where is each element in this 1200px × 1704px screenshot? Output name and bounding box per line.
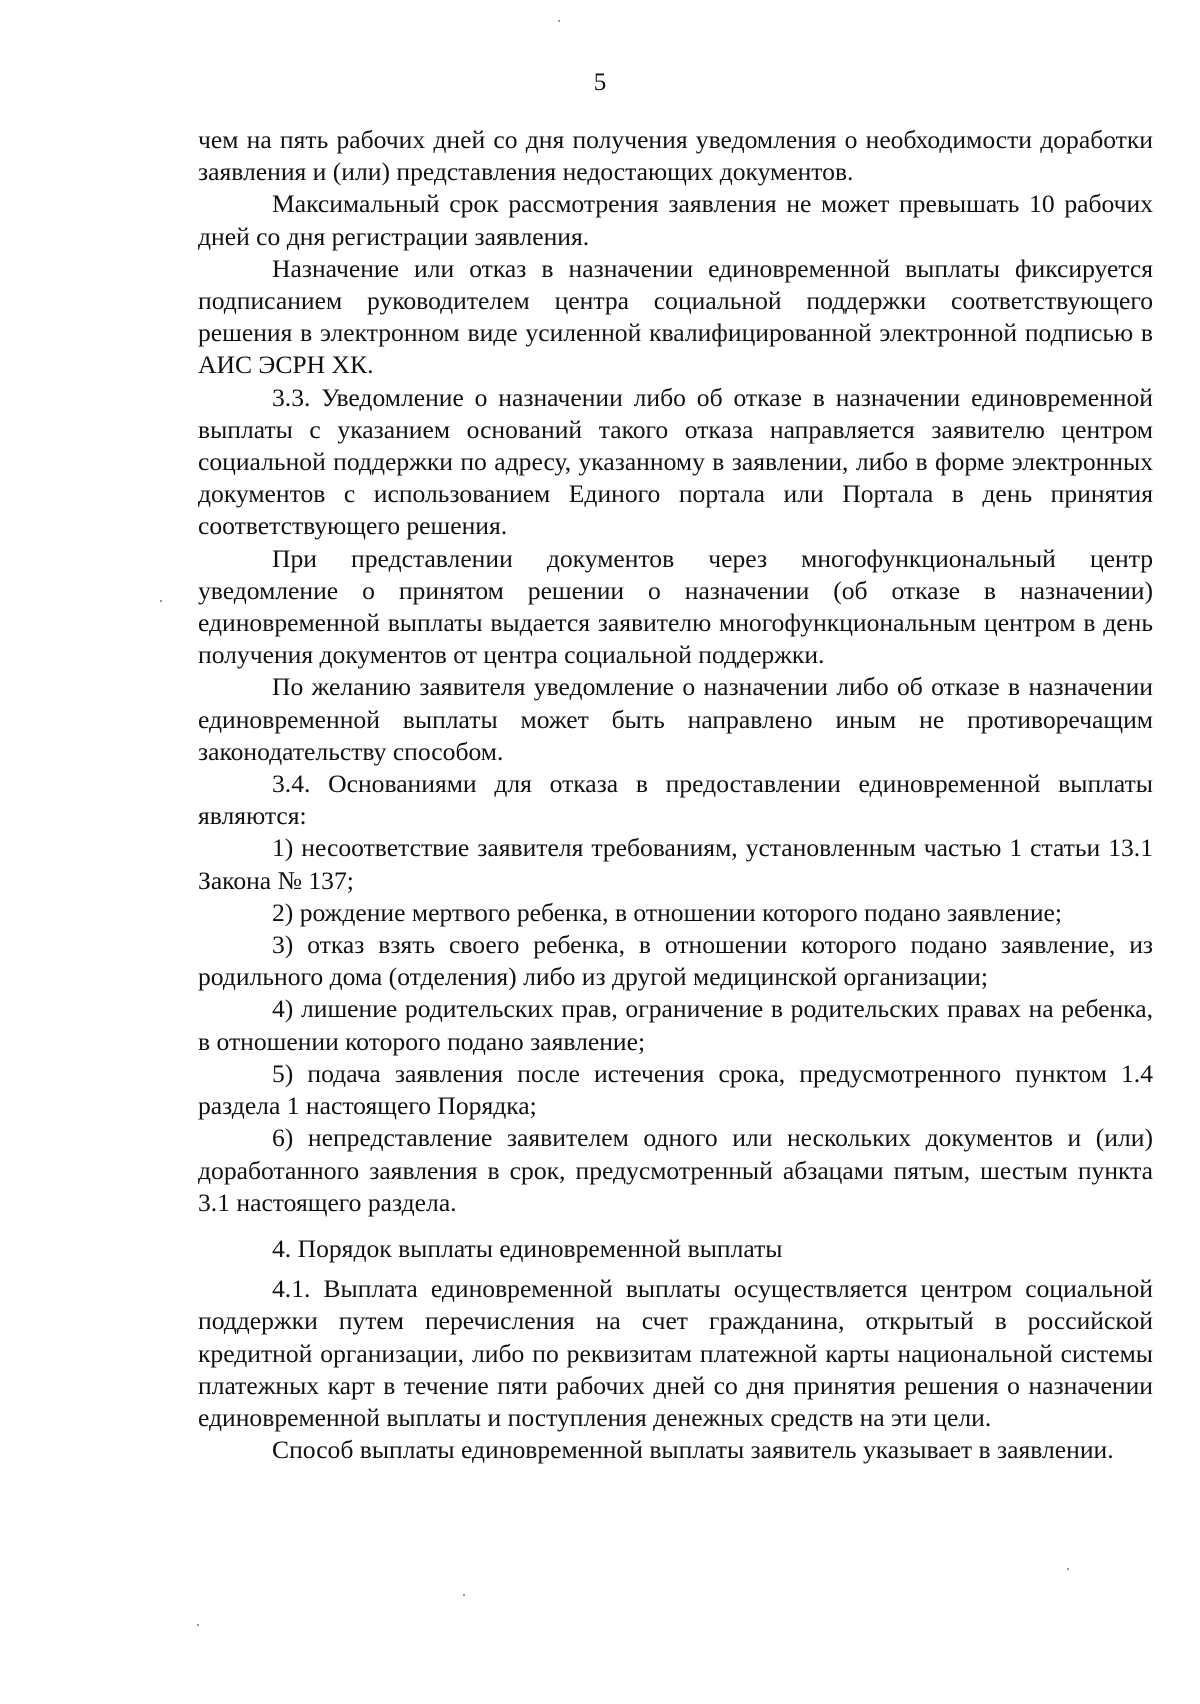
paragraph-continuation: чем на пять рабочих дней со дня получения уведомления о необходимости доработки заявления и (или) представления недостающих документов. bbox=[198, 125, 1153, 187]
paragraph-other-method: По желанию заявителя уведомление о назначении либо об отказе в назначении единовременной выплаты может быть направлено иным не противоречащим законодательству способом. bbox=[198, 672, 1153, 766]
paragraph-4-1-payment: 4.1. Выплата единовременной выплаты осуществляется центром социальной поддержки путем перечисления на счет гражданина, открытый в российской кредитной организации, либо по реквизитам платежной карты национальной системы платежных карт в течение пяти рабочих дней со дня принятия решения о назначении единовременной выплаты и поступления денежных средств на эти цели. bbox=[198, 1274, 1153, 1432]
document-body bbox=[198, 124, 1153, 1466]
list-item-ground-2: 2) рождение мертвого ребенка, в отношении которого подано заявление; bbox=[272, 897, 1063, 927]
list-item-ground-4: 4) лишение родительских прав, ограничение в родительских правах на ребенка, в отношении которого подано заявление; bbox=[198, 994, 1153, 1056]
paragraph-3-3-notification: 3.3. Уведомление о назначении либо об отказе в назначении единовременной выплаты с указанием оснований такого отказа направляется заявителю центром социальной поддержки по адресу, указанному в заявлении, либо в форме электронных документов с использованием Единого портала или Портала в день принятия соответствующего решения. bbox=[198, 382, 1153, 541]
paragraph-mfc-notification: При представлении документов через многофункциональный центр уведомление о принятом решении о назначении (об отказе в назначении) единовременной выплаты выдается заявителю многофункциональным центром в день получения документов от центра социальной поддержки. bbox=[198, 543, 1153, 670]
paragraph-max-term: Максимальный срок рассмотрения заявления не может превышать 10 рабочих дней со дня регистрации заявления. bbox=[198, 189, 1153, 251]
scan-speck bbox=[1067, 1568, 1069, 1570]
list-item-ground-6: 6) непредставление заявителем одного или нескольких документов и (или) доработанного заявления в срок, предусмотренный абзацами пятым, шестым пункта 3.1 настоящего раздела. bbox=[198, 1123, 1153, 1217]
scan-speck bbox=[558, 20, 560, 22]
list-item-ground-5: 5) подача заявления после истечения срока, предусмотренного пунктом 1.4 раздела 1 настоящего Порядка; bbox=[198, 1058, 1153, 1121]
page-number: 5 bbox=[593, 69, 607, 96]
scan-speck bbox=[197, 1624, 199, 1626]
scan-speck bbox=[463, 1594, 465, 1596]
paragraph-payment-method: Способ выплаты единовременной выплаты заявитель указывает в заявлении. bbox=[272, 1435, 1114, 1465]
list-item-ground-3: 3) отказ взять своего ребенка, в отношении которого подано заявление, из родильного дома (отделения) либо из другой медицинской организации; bbox=[198, 930, 1153, 992]
paragraph-decision-signing: Назначение или отказ в назначении единовременной выплаты фиксируется подписанием руководителем центра социальной поддержки соответствующего решения в электронном виде усиленной квалифицированной электронной подписью в АИС ЭСРН ХК. bbox=[198, 253, 1153, 380]
paragraph-3-4-refusal-grounds: 3.4. Основаниями для отказа в предоставлении единовременной выплаты являются: bbox=[198, 769, 1153, 831]
section-heading: 4. Порядок выплаты единовременной выплаты bbox=[272, 1233, 783, 1263]
scan-speck bbox=[160, 600, 162, 602]
list-item-ground-1: 1) несоответствие заявителя требованиям, установленным частью 1 статьи 13.1 Закона № 137; bbox=[198, 833, 1153, 895]
